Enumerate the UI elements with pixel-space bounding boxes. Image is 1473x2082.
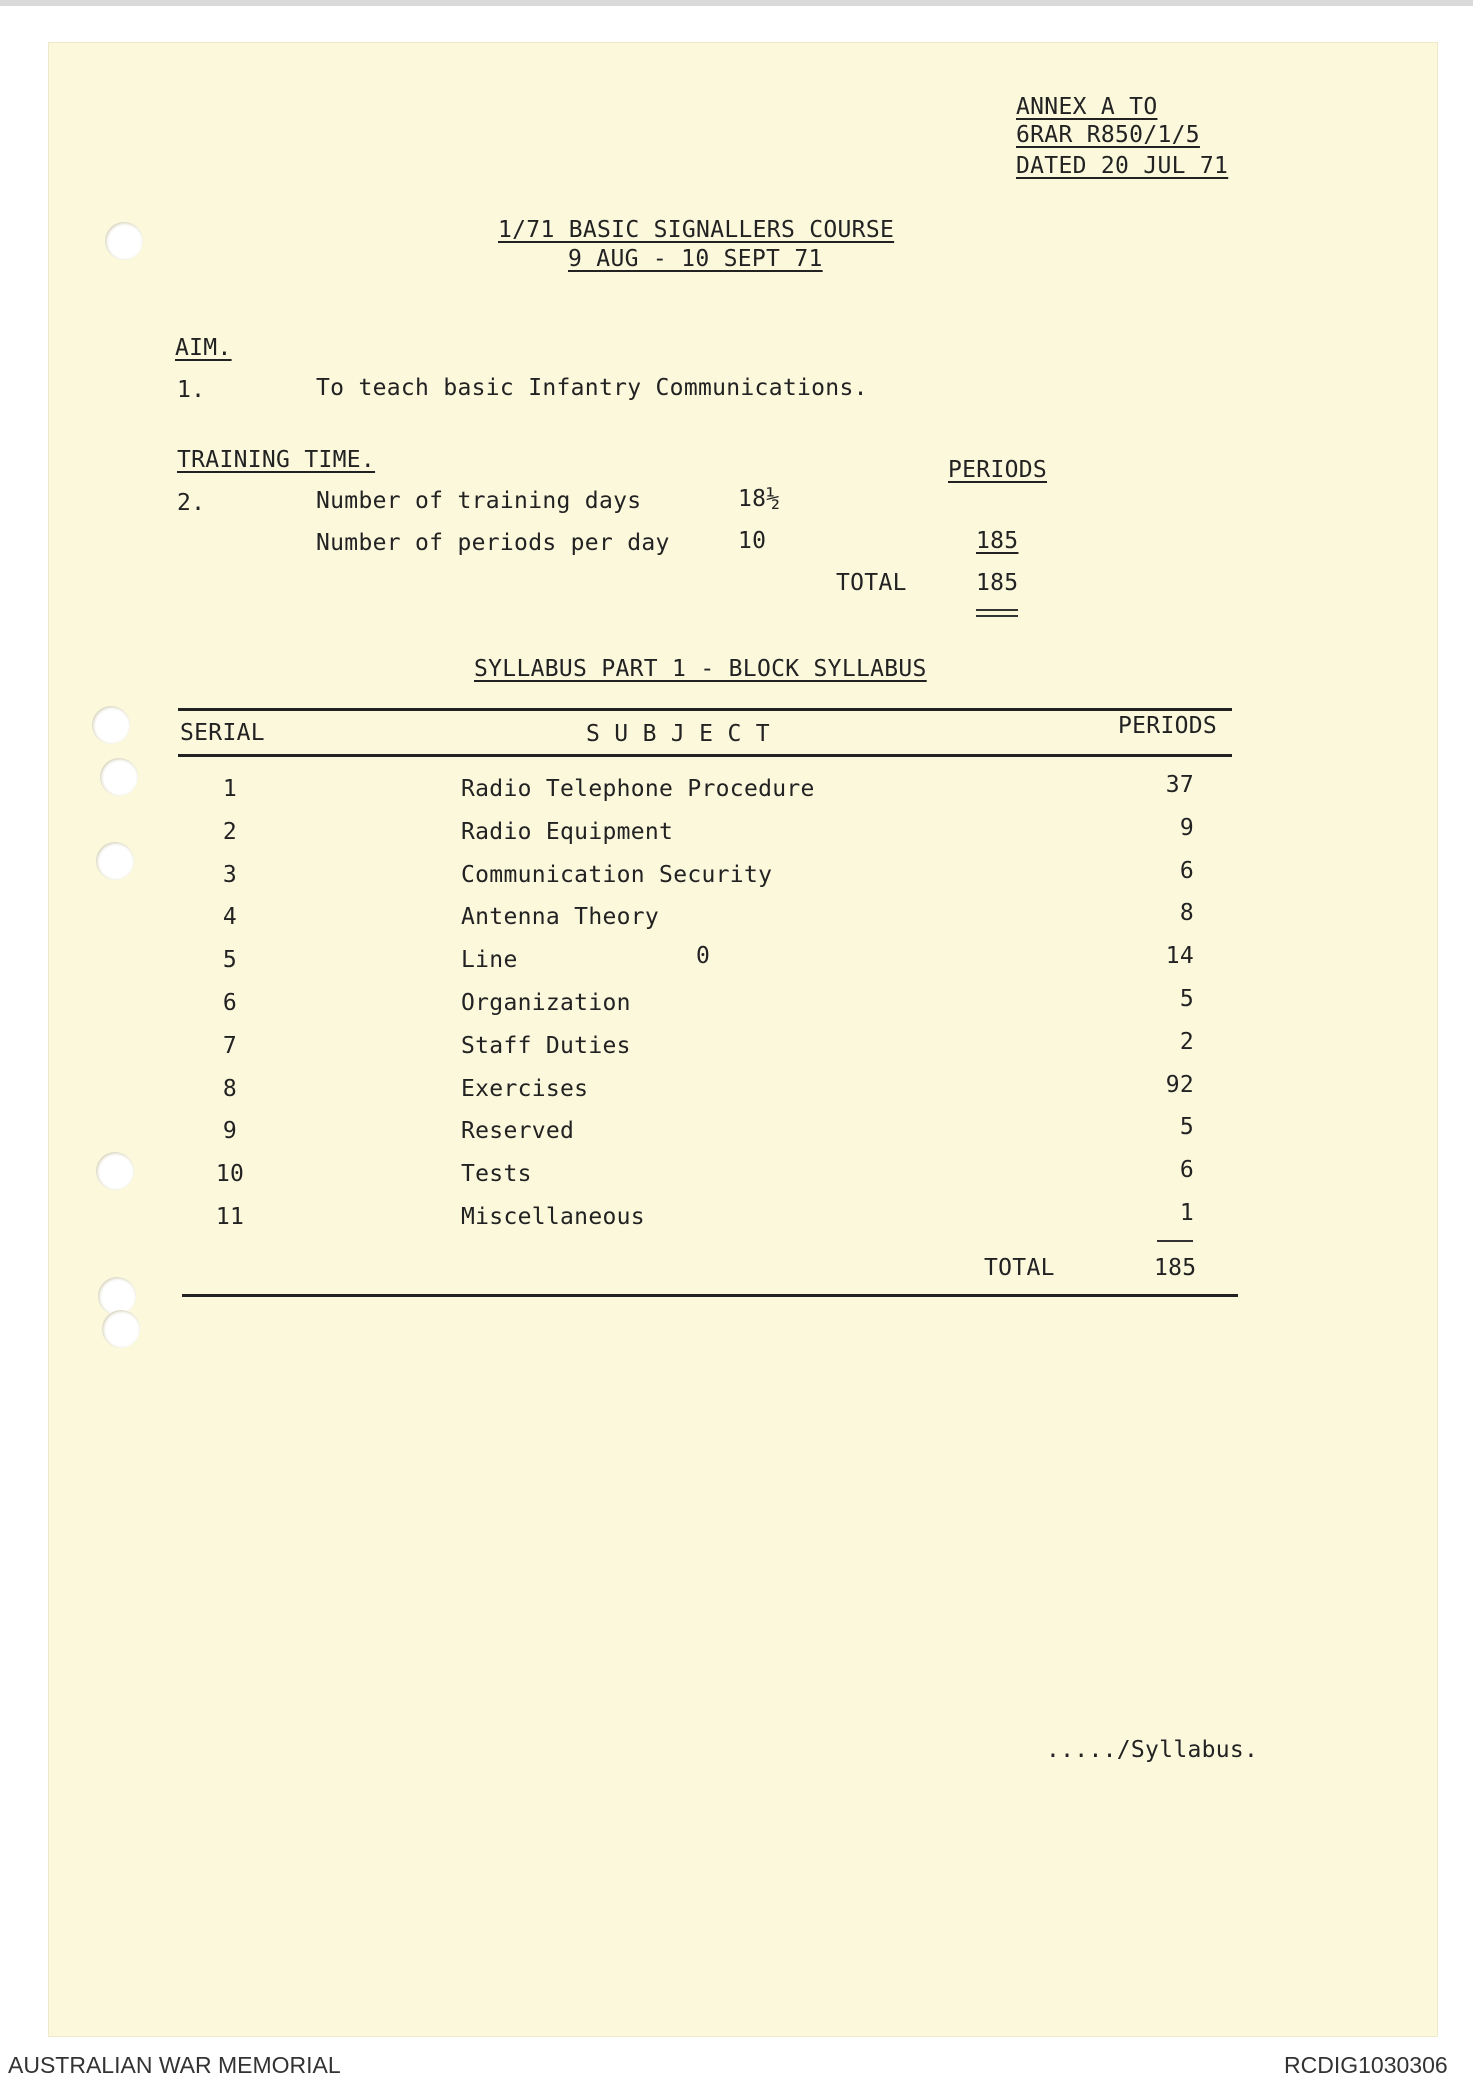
continuation-note: ...../Syllabus. xyxy=(1046,1737,1259,1763)
row-subject: Radio Equipment xyxy=(461,819,674,845)
row-subject: Tests xyxy=(461,1161,532,1187)
periods-result: 185 xyxy=(976,528,1019,554)
col-periods-header: PERIODS xyxy=(1118,713,1218,739)
row-subject: Exercises xyxy=(461,1076,589,1102)
punch-hole xyxy=(102,1310,140,1348)
punch-hole xyxy=(105,222,143,260)
row-serial: 5 xyxy=(222,947,238,973)
annex-line-1: ANNEX A TO xyxy=(1016,94,1158,120)
table-top-rule xyxy=(178,708,1232,711)
row-subject: Miscellaneous xyxy=(461,1204,645,1230)
double-underline xyxy=(976,615,1018,617)
row-serial: 3 xyxy=(222,862,238,888)
training-days-label: Number of training days xyxy=(316,488,642,514)
row-serial: 7 xyxy=(222,1033,238,1059)
row-serial: 10 xyxy=(215,1161,245,1187)
annex-line-3: DATED 20 JUL 71 xyxy=(1016,153,1229,179)
course-title: 1/71 BASIC SIGNALLERS COURSE xyxy=(498,217,895,243)
footer-archive-name: AUSTRALIAN WAR MEMORIAL xyxy=(8,2052,341,2078)
row-subject: Organization xyxy=(461,990,631,1016)
scan-top-edge xyxy=(0,0,1473,6)
periods-per-day-value: 10 xyxy=(738,528,767,554)
punch-hole xyxy=(96,842,134,880)
aim-text: To teach basic Infantry Communications. xyxy=(316,375,868,401)
col-subject-header: S U B J E C T xyxy=(586,721,770,747)
table-bottom-rule xyxy=(182,1294,1238,1297)
training-time-heading: TRAINING TIME. xyxy=(177,447,376,473)
row-periods: 14 xyxy=(1165,943,1194,969)
row-periods: 37 xyxy=(1165,772,1194,798)
periods-per-day-label: Number of periods per day xyxy=(316,530,670,556)
row-periods: 6 xyxy=(1179,858,1194,884)
row-subject: Reserved xyxy=(461,1118,575,1144)
row-subject: Antenna Theory xyxy=(461,904,660,930)
punch-hole xyxy=(96,1152,134,1190)
course-dates: 9 AUG - 10 SEPT 71 xyxy=(568,246,823,272)
total-overline xyxy=(1157,1240,1193,1242)
row-subject: Staff Duties xyxy=(461,1033,631,1059)
row-subject: Radio Telephone Procedure xyxy=(461,776,815,802)
punch-hole xyxy=(100,758,138,796)
training-total-label: TOTAL xyxy=(836,570,907,596)
row-periods: 5 xyxy=(1179,986,1194,1012)
aim-heading: AIM. xyxy=(175,335,232,361)
footer-record-id: RCDIG1030306 xyxy=(1284,2052,1448,2078)
row-periods: 1 xyxy=(1179,1200,1194,1226)
stray-mark: 0 xyxy=(696,943,711,969)
row-periods: 9 xyxy=(1179,815,1194,841)
training-total-value: 185 xyxy=(976,570,1019,596)
row-serial: 4 xyxy=(222,904,238,930)
aim-number: 1. xyxy=(177,377,206,403)
table-header-rule xyxy=(178,754,1232,757)
syllabus-total-label: TOTAL xyxy=(984,1255,1055,1281)
row-serial: 11 xyxy=(215,1204,245,1230)
row-periods: 5 xyxy=(1179,1114,1194,1140)
row-periods: 2 xyxy=(1179,1029,1194,1055)
row-subject: Communication Security xyxy=(461,862,773,888)
row-serial: 6 xyxy=(222,990,238,1016)
row-serial: 8 xyxy=(222,1076,238,1102)
row-serial: 1 xyxy=(222,776,238,802)
training-days-value: 18½ xyxy=(738,486,781,512)
syllabus-heading: SYLLABUS PART 1 - BLOCK SYLLABUS xyxy=(474,656,927,682)
row-periods: 6 xyxy=(1179,1157,1194,1183)
col-serial-header: SERIAL xyxy=(180,720,265,746)
row-periods: 8 xyxy=(1179,900,1194,926)
row-subject: Line xyxy=(461,947,518,973)
training-number: 2. xyxy=(177,490,206,516)
double-underline xyxy=(976,609,1018,611)
row-serial: 9 xyxy=(222,1118,238,1144)
row-periods: 92 xyxy=(1165,1072,1194,1098)
punch-hole xyxy=(92,706,130,744)
annex-line-2: 6RAR R850/1/5 xyxy=(1016,122,1200,148)
row-serial: 2 xyxy=(222,819,238,845)
syllabus-total-value: 185 xyxy=(1154,1255,1197,1281)
periods-header: PERIODS xyxy=(948,457,1048,483)
